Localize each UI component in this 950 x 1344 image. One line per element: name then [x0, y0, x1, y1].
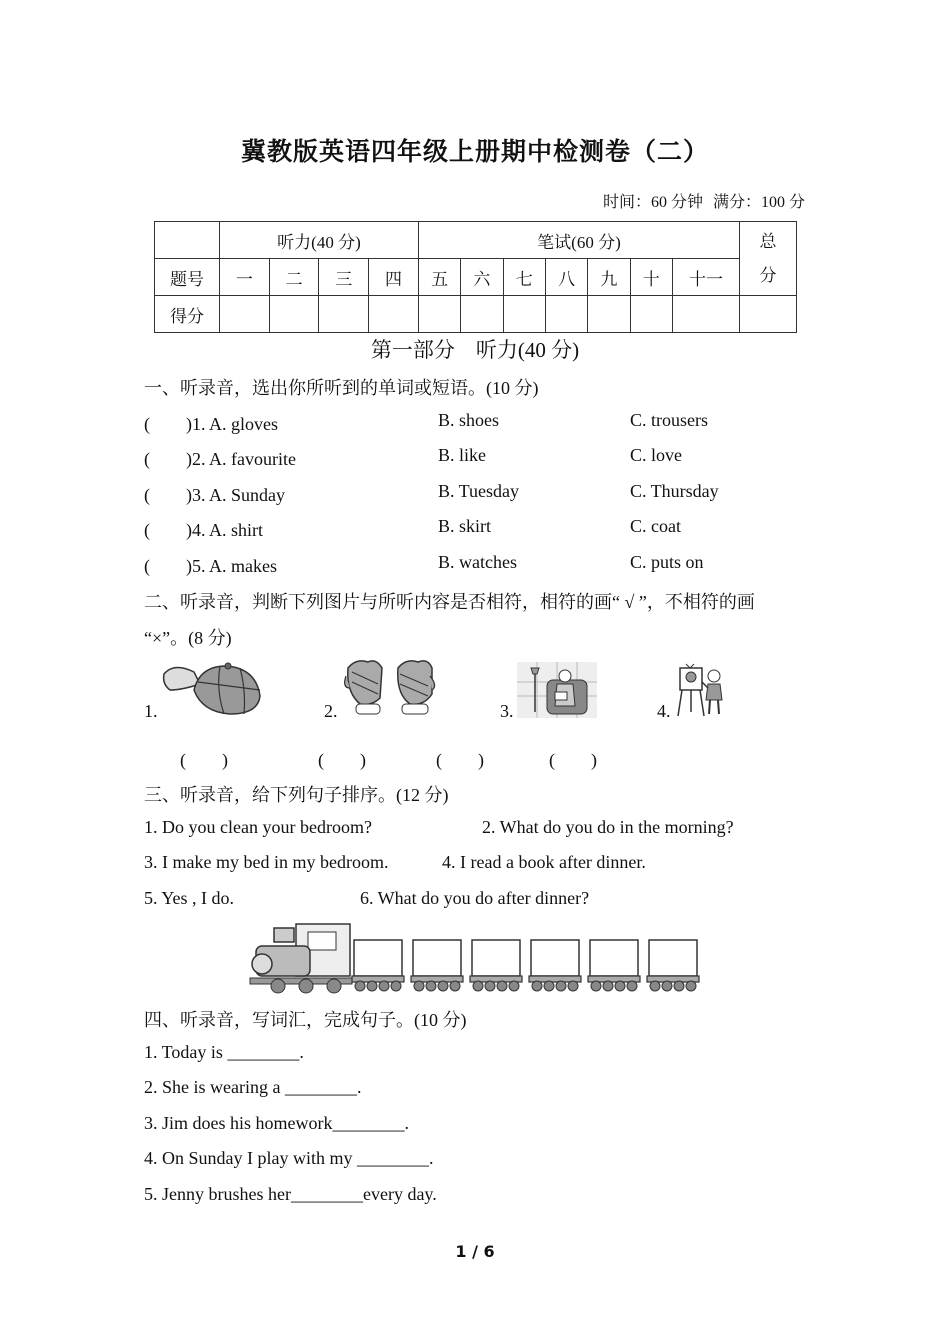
score-table-corner [155, 222, 220, 259]
writing-header: 笔试(60 分) [418, 222, 739, 259]
score-cell[interactable] [220, 296, 270, 333]
s4-q3: 3. Jim does his homework________. [144, 1113, 409, 1133]
s1-q5-stem: ( )5. A. makes [144, 556, 277, 576]
col-10: 十 [630, 259, 672, 296]
pic-label-2: 2. [324, 701, 338, 721]
page-number: 1 / 6 [455, 1242, 495, 1261]
pic-label-3: 3. [500, 701, 514, 721]
section2-heading-1: 二、听录音，判断下列图片与所听内容是否相符，相符的画“ √ ”，不相符的画 [144, 592, 755, 612]
s1-q1-stem: ( )1. A. gloves [144, 414, 278, 434]
s3-sentence-6: 6. What do you do after dinner? [360, 888, 590, 908]
score-row-label: 得分 [155, 296, 220, 333]
s1-q3-stem: ( )3. A. Sunday [144, 485, 285, 505]
cap-picture [160, 660, 264, 718]
score-cell[interactable] [630, 296, 672, 333]
col-1: 一 [220, 259, 270, 296]
score-cell[interactable] [673, 296, 740, 333]
listening-header: 听力(40 分) [220, 222, 419, 259]
col-11: 十一 [673, 259, 740, 296]
s4-q1: 1. Today is ________. [144, 1042, 304, 1062]
s1-q4-stem: ( )4. A. shirt [144, 520, 263, 540]
total-header [740, 222, 797, 296]
s3-sentence-2: 2. What do you do in the morning? [482, 817, 734, 837]
total-label: 总分 [759, 231, 777, 285]
s1-q4-c: C. coat [630, 516, 681, 536]
s4-q4: 4. On Sunday I play with my ________. [144, 1148, 434, 1168]
pic-label-4: 4. [657, 701, 671, 721]
section1-heading: 一、听录音，选出你所听到的单词或短语。(10 分) [144, 378, 539, 398]
s1-q4-b: B. skirt [438, 516, 492, 536]
full-score: 满分：100 分 [712, 194, 805, 211]
pic-label-1: 1. [144, 701, 158, 721]
s1-q2-stem: ( )2. A. favourite [144, 449, 296, 469]
reading-girl-picture [517, 662, 597, 718]
score-cell[interactable] [461, 296, 503, 333]
s1-q1-c: C. trousers [630, 410, 708, 430]
score-cell[interactable] [319, 296, 369, 333]
time-limit: 时间：60 分钟 [602, 194, 703, 211]
col-5: 五 [418, 259, 460, 296]
score-cell[interactable] [369, 296, 419, 333]
col-8: 八 [545, 259, 587, 296]
score-cell[interactable] [503, 296, 545, 333]
s4-q5: 5. Jenny brushes her________every day. [144, 1184, 437, 1204]
part1-title: 第一部分 听力(40 分) [370, 338, 580, 362]
s4-q2: 2. She is wearing a ________. [144, 1077, 362, 1097]
s3-sentence-3: 3. I make my bed in my bedroom. [144, 852, 389, 872]
col-9: 九 [588, 259, 630, 296]
section4-heading: 四、听录音，写词汇，完成句子。(10 分) [144, 1010, 467, 1030]
s1-q3-b: B. Tuesday [438, 481, 520, 501]
s2-answer-4[interactable]: ( ) [549, 750, 597, 770]
score-cell[interactable] [545, 296, 587, 333]
col-4: 四 [369, 259, 419, 296]
s2-answer-2[interactable]: ( ) [318, 750, 366, 770]
score-cell[interactable] [418, 296, 460, 333]
s1-q5-b: B. watches [438, 552, 517, 572]
s1-q2-c: C. love [630, 445, 682, 465]
number-row-label: 题号 [155, 259, 220, 296]
s1-q5-c: C. puts on [630, 552, 704, 572]
s3-sentence-4: 4. I read a book after dinner. [442, 852, 646, 872]
s3-sentence-1: 1. Do you clean your bedroom? [144, 817, 372, 837]
score-cell[interactable] [740, 296, 797, 333]
train-picture [248, 920, 702, 996]
col-7: 七 [503, 259, 545, 296]
s2-answer-1[interactable]: ( ) [180, 750, 228, 770]
s1-q3-c: C. Thursday [630, 481, 719, 501]
gloves-picture [342, 658, 438, 720]
col-3: 三 [319, 259, 369, 296]
section3-heading: 三、听录音，给下列句子排序。(12 分) [144, 785, 449, 805]
painting-boy-picture [676, 660, 728, 718]
s1-q1-b: B. shoes [438, 410, 500, 430]
score-table [154, 221, 797, 333]
s1-q2-b: B. like [438, 445, 486, 465]
col-2: 二 [269, 259, 319, 296]
s3-sentence-5: 5. Yes , I do. [144, 888, 235, 908]
section2-heading-2: “×”。(8 分) [144, 628, 232, 648]
page-title: 冀教版英语四年级上册期中检测卷（二） [240, 137, 709, 166]
time-info [597, 189, 805, 212]
score-cell[interactable] [588, 296, 630, 333]
score-cell[interactable] [269, 296, 319, 333]
s2-answer-3[interactable]: ( ) [436, 750, 484, 770]
col-6: 六 [461, 259, 503, 296]
